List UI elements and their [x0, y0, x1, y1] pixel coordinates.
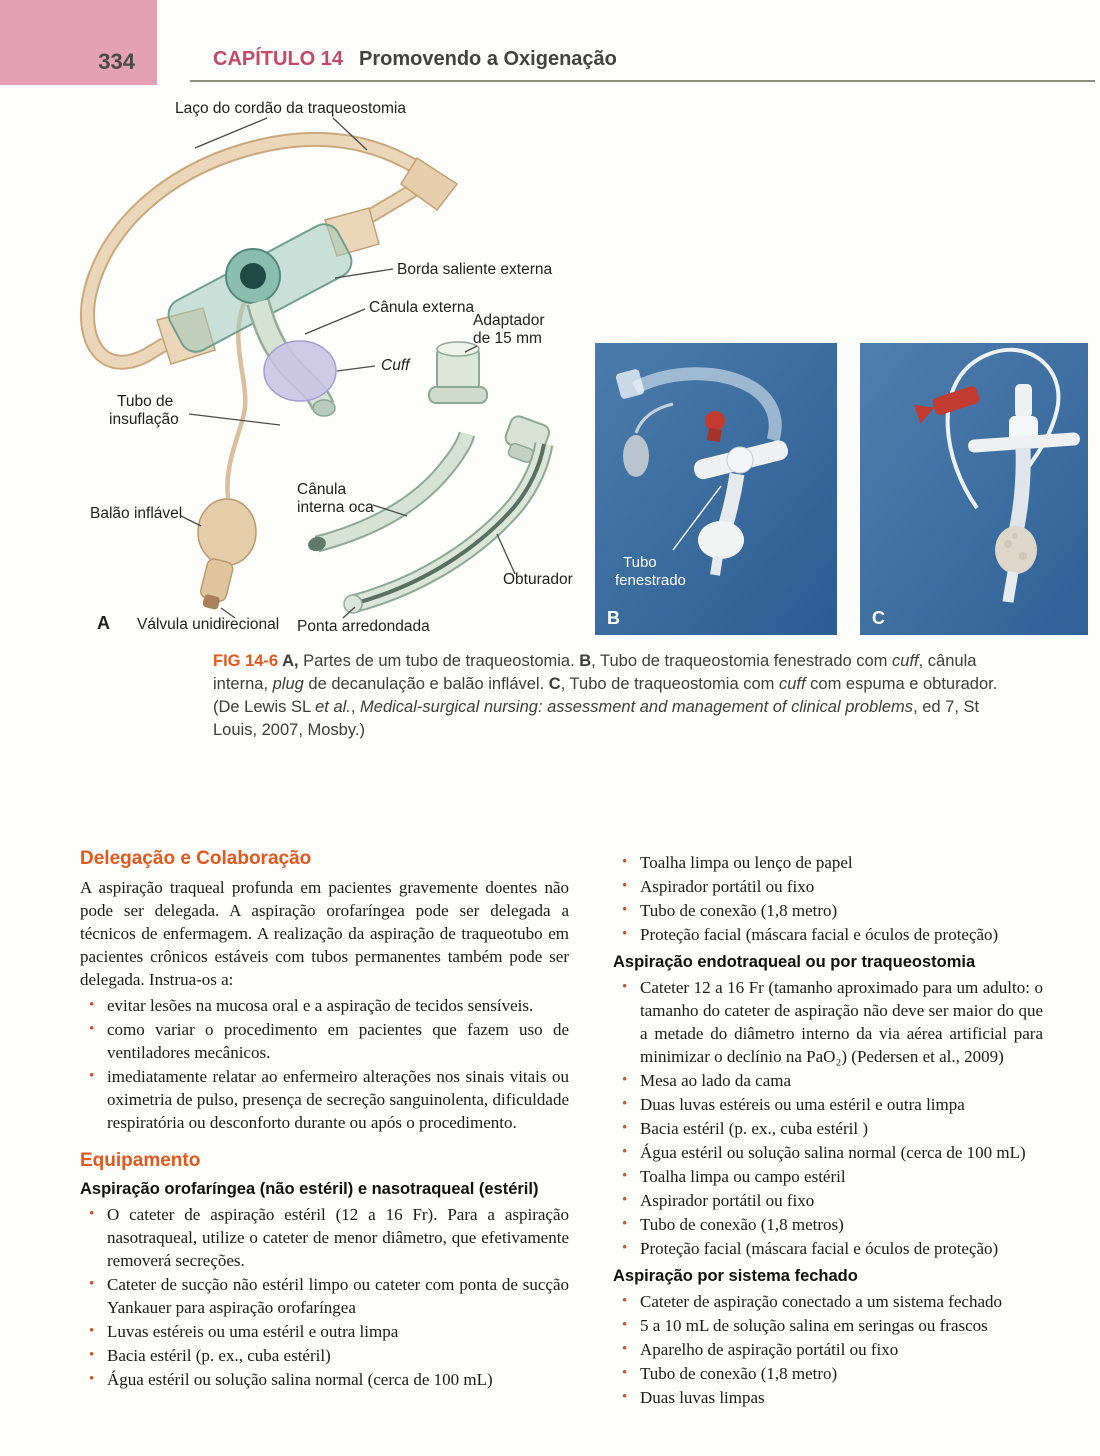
subheading-endotraqueal: Aspiração endotraqueal ou por traqueostomia	[613, 953, 976, 971]
fig-label-balloon: Balão inflável	[90, 505, 183, 522]
list-item: • Luvas estéreis ou uma estéril e outra limpa	[80, 1320, 569, 1343]
list-item: • Mesa ao lado da cama	[613, 1069, 1043, 1092]
fig-label-cuff: Cuff	[381, 357, 410, 374]
fig-label-inner-cannula-1: Cânula	[297, 481, 347, 498]
fig-label-fenestrated-1: Tubo	[623, 554, 657, 571]
list-item: • evitar lesões na mucosa oral e a aspiração de tecidos sensíveis.	[80, 994, 569, 1017]
page-number: 334	[98, 49, 135, 74]
fig-label-inner-cannula-2: interna oca	[297, 499, 374, 516]
list-item: • Cateter de sucção não estéril limpo ou cateter com ponta de sucção Yankauer para aspiração orofaríngea	[80, 1273, 569, 1319]
cuff-shape	[264, 341, 336, 401]
delegation-bullet-list	[80, 994, 569, 1134]
one-way-valve-shape	[197, 558, 234, 612]
fig-label-rounded-tip: Ponta arredondada	[297, 618, 430, 635]
closed-bullet-list	[613, 1290, 1043, 1409]
page-number-box	[0, 0, 157, 85]
chapter-header	[213, 48, 617, 71]
rounded-tip-shape	[344, 595, 362, 613]
fig-label-inflation-2: insuflação	[109, 411, 179, 428]
subheading-oro-naso: Aspiração orofaríngea (não estéril) e nasotraqueal (estéril)	[80, 1180, 539, 1198]
figure-caption: FIG 14-6 A, Partes de um tubo de traqueostomia. B, Tubo de traqueostomia fenestrado com cuff, cânula interna, plug de decanulação e balão inflável. C, Tubo de traqueostomia com cuff com espuma e obturador. (De Lewis SL et al., Medical-surgical nursing: assessment and management of clinical problems, ed 7, St Louis, 2007, Mosby.)	[213, 652, 998, 739]
list-item: • Aspirador portátil ou fixo	[613, 875, 1043, 898]
list-item: • Proteção facial (máscara facial e óculos de proteção)	[613, 923, 1043, 946]
fig-label-inflation-1: Tubo de	[117, 393, 174, 410]
right-column	[613, 848, 1043, 1414]
fig-label-cord-tie: Laço do cordão da traqueostomia	[175, 100, 406, 117]
subheading-sistema-fechado: Aspiração por sistema fechado	[613, 1267, 858, 1285]
panel-c-photo	[860, 343, 1088, 635]
delegation-paragraph: A aspiração traqueal profunda em pacientes gravemente doentes não pode ser delegada. A aspiração orofaríngea pode ser delegada a técnicos de enfermagem. A realização da aspiração de traqueotubo em pacientes crônicos estáveis com tubos permanentes também pode ser delegada. Instrua-os a:	[80, 878, 569, 989]
list-item: • Bacia estéril (p. ex., cuba estéril)	[80, 1344, 569, 1367]
left-column	[80, 848, 569, 1396]
list-item: • O cateter de aspiração estéril (12 a 16 Fr). Para a aspiração nasotraqueal, utilize o cateter de menor diâmetro, que efetivamente removerá secreções.	[80, 1203, 569, 1272]
red-plug-shape	[705, 411, 725, 431]
header-rule	[190, 80, 1095, 82]
heading-delegacao: Delegação e Colaboração	[80, 848, 312, 869]
list-item: • 5 a 10 mL de solução salina em seringas ou frascos	[613, 1314, 1043, 1337]
list-item: • Tubo de conexão (1,8 metro)	[613, 899, 1043, 922]
list-item: • Duas luvas limpas	[613, 1386, 1043, 1409]
fig-label-fenestrated-2: fenestrado	[615, 572, 686, 589]
fig-label-outer-cannula: Cânula externa	[369, 299, 475, 316]
list-item: • Toalha limpa ou campo estéril	[613, 1165, 1043, 1188]
adapter-shape	[429, 342, 487, 403]
panel-c-letter: C	[872, 608, 885, 628]
oro-bullet-list	[80, 1203, 569, 1391]
chapter-title: Promovendo a Oxigenação	[359, 48, 617, 70]
fig-label-adapter-1: Adaptador	[473, 312, 545, 329]
list-item: • Cateter de aspiração conectado a um sistema fechado	[613, 1290, 1043, 1313]
fig-label-one-way-valve: Válvula unidirecional	[137, 616, 280, 633]
chapter-label: CAPÍTULO 14	[213, 48, 344, 70]
list-item: • Duas luvas estéreis ou uma estéril e outra limpa	[613, 1093, 1043, 1116]
list-item: • Proteção facial (máscara facial e óculos de proteção)	[613, 1237, 1043, 1260]
list-item: • Tubo de conexão (1,8 metro)	[613, 1362, 1043, 1385]
panel-a-drawing	[87, 100, 572, 635]
pilot-balloon-shape	[198, 499, 256, 565]
figure-14-6-illustration	[75, 88, 1095, 646]
list-item: • Aspirador portátil ou fixo	[613, 1189, 1043, 1212]
list-item: • Água estéril ou solução salina normal (cerca de 100 mL)	[613, 1141, 1043, 1164]
fig-label-obturator: Obturador	[503, 571, 573, 588]
list-item: • Aparelho de aspiração portátil ou fixo	[613, 1338, 1043, 1361]
list-item: • Bacia estéril (p. ex., cuba estéril )	[613, 1117, 1043, 1140]
list-item: • Tubo de conexão (1,8 metros)	[613, 1213, 1043, 1236]
fig-label-adapter-2: de 15 mm	[473, 330, 542, 347]
heading-equipamento: Equipamento	[80, 1150, 201, 1171]
list-item: • imediatamente relatar ao enfermeiro alterações nos sinais vitais ou oximetria de pulso, presença de secreção sanguinolenta, dificuldade respiratória ou desconforto durante ou após o procedimento.	[80, 1065, 569, 1134]
cuff-b-shape	[698, 521, 744, 559]
oro-bullet-list-continued	[613, 851, 1043, 946]
list-item: • como variar o procedimento em pacientes que fazem uso de ventiladores mecânicos.	[80, 1018, 569, 1064]
panel-b-photo	[595, 343, 837, 635]
list-item: • Água estéril ou solução salina normal (cerca de 100 mL)	[80, 1368, 569, 1391]
pilot-balloon-b-shape	[623, 435, 649, 477]
list-item: • Cateter 12 a 16 Fr (tamanho aproximado para um adulto: o tamanho do cateter de aspiração não deve ser maior do que a metade do diâmetro interno da via aérea artificial para minimizar o declínio na PaO₂) (Pedersen et al., 2009)	[613, 976, 1043, 1068]
list-item: • Toalha limpa ou lenço de papel	[613, 851, 1043, 874]
panel-b-letter: B	[607, 608, 620, 628]
figure-caption-number: FIG 14-6	[213, 652, 279, 670]
fig-label-outer-flange: Borda saliente externa	[397, 261, 553, 278]
endo-bullet-list	[613, 976, 1043, 1260]
panel-a-letter: A	[97, 613, 110, 633]
